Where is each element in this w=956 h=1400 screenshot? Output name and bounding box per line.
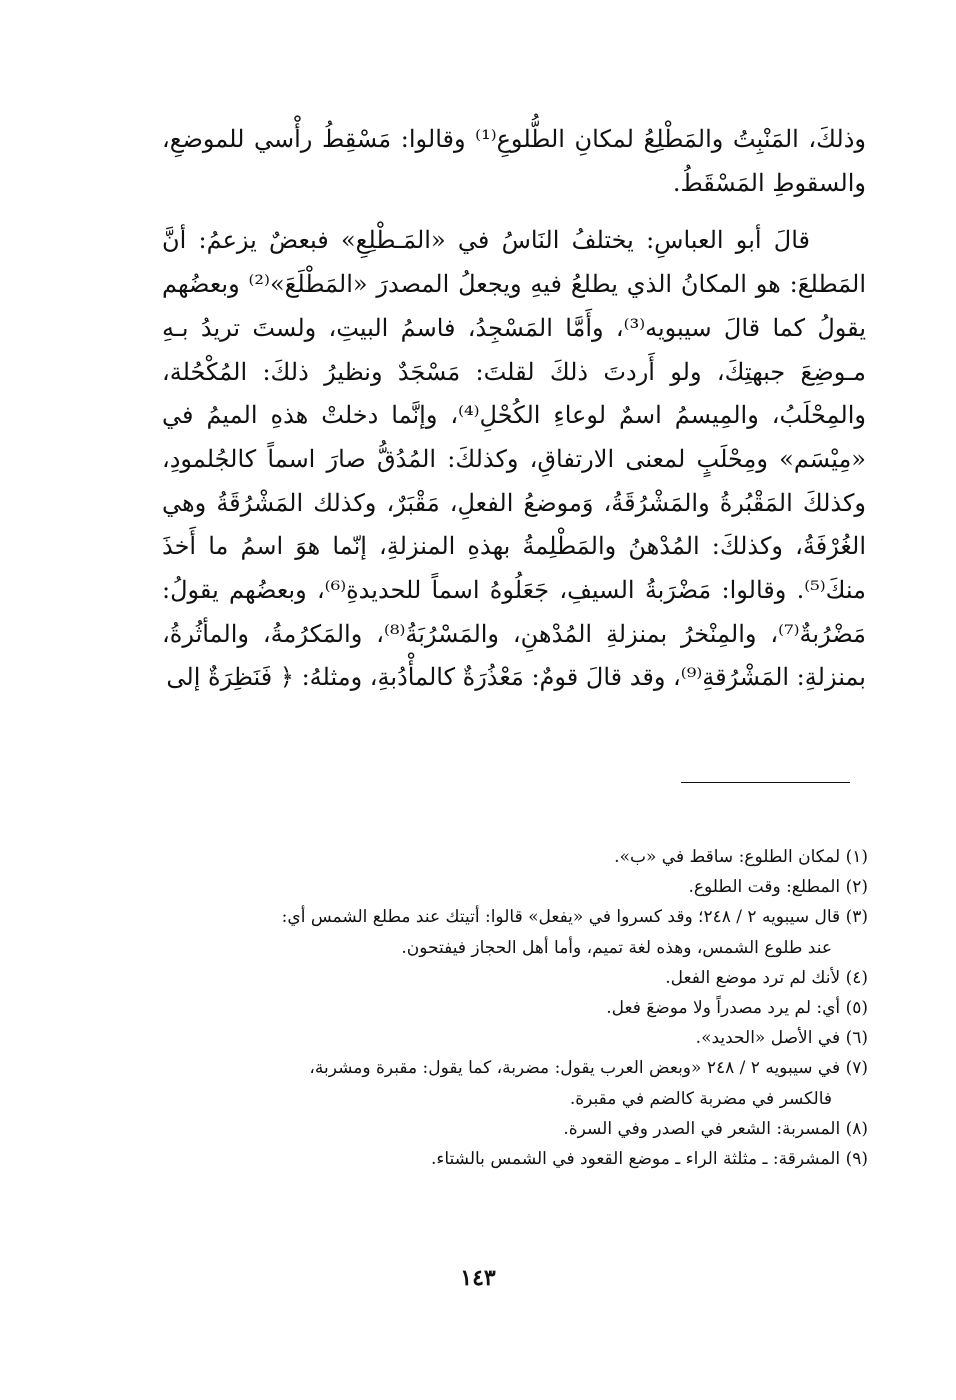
footnote-7 [172,1053,868,1113]
footnote-text: في الأصل «الحديد». [695,1028,841,1049]
footnote-number: (٦) [845,1028,868,1049]
footnote-number: (٨) [845,1118,868,1139]
footnote-5 [172,993,868,1023]
paragraph-1: وذلكَ، المَنْبِتُ والمَطْلِعُ لمكانِ الطُّلوعِ⁽¹⁾ وقالوا: مَسْقِطُ رأْسي للموضعِ، والسقوطِ المَسْقَطُ. [162,125,866,197]
footnote-2 [172,872,868,902]
paragraph-2: قالَ أبو العباسِ: يختلفُ النَاسُ في «المَـطْلِعِ» فبعضٌ يزعمُ: أنَّ المَطلعَ: هو المكانُ الذي يطلعُ فيهِ ويجعلُ المصدرَ «المَطْلَعَ»⁽²⁾ وبعضُهم يقولُ كما قالَ سيبويه⁽³⁾، وأَمَّا المَسْجِدُ، فاسمُ البيتِ، ولستَ تريدُ بـهِ مـوضِعَ جبهتِكَ، ولو أَردتَ ذلكَ لقلتَ: مَسْجَدٌ ونظيرُ ذلكَ: المُكْحُلة، والمِحْلَبُ، والمِيسمُ اسمٌ لوعاءِ الكُحْلِ⁽⁴⁾، وإنَّما دخلتْ هذهِ الميمُ في «مِيْسَم» ومِحْلَبٍ لمعنى الارتفاقِ، وكذلكَ: المُدُقُّ صارَ اسماً كالجُلمودِ، وكذلكَ المَقْبُرةُ والمَشْرُقَةُ، وَموضعُ الفعلِ، مَقْبَرٌ، وكذلك المَشْرُقَةُ وهي الغُرْفَةُ، وكذلكَ: المُدْهنُ والمَطْلِمةُ بهذهِ المنزلةِ، إنّما هوَ اسمُ ما أَخذَ منكَ⁽⁵⁾. وقالوا: مَضْرَبةُ السيفِ، جَعَلُوهُ اسماً للحديدةِ⁽⁶⁾، وبعضُهم يقولُ: مَضْرُبةٌ⁽⁷⁾، والمِنْخرُ بمنزلةِ المُدْهنِ، والمَسْرُبَةُ⁽⁸⁾، والمَكرُمةُ، والمأثُرةُ، بمنزلةِ: المَشْرُقةِ⁽⁹⁾، وقد قالَ قومٌ: مَعْذُرَةٌ كالمأْدُبةِ، ومثلهُ: ﴿ فَنَظِرَةٌ إلى [162,226,867,692]
footnote-separator-rule [681,782,850,783]
footnote-text: قال سيبويه ٢ / ٢٤٨؛ وقد كسروا في «يفعل» قالوا: أتيتك عند مطلع الشمس أي: [281,907,841,928]
footnote-number: (١) [845,847,868,867]
footnote-number: (٩) [845,1149,868,1170]
footnote-continuation: عند طلوع الشمس، وهذه لغة تميم، وأما أهل الحجاز فيفتحون. [401,937,832,958]
footnote-text: أي: لم يرد مصدراً ولا موضعَ فعل. [606,998,841,1019]
footnote-3 [172,902,868,962]
footnote-8 [172,1114,868,1144]
main-text-block [162,118,866,700]
footnote-text: في سيبويه ٢ / ٢٤٨ «وبعض العرب يقول: مضربة، كما يقول: مقبرة ومشربة، [309,1058,841,1079]
footnote-1 [172,842,868,872]
footnote-continuation: فالكسر في مضربة كالضم في مقبرة. [569,1088,832,1109]
footnote-4 [172,963,868,993]
footnote-number: (٥) [845,998,868,1019]
footnote-text: لأنك لم ترد موضع الفعل. [665,967,841,988]
footnote-9 [172,1144,868,1174]
footnote-number: (٣) [845,907,868,928]
page-number: ١٤٣ [460,1265,496,1291]
footnote-6 [172,1023,868,1053]
footnote-number: (٧) [845,1058,868,1079]
footnote-text: المطلع: وقت الطلوع. [688,877,841,898]
footnote-number: (٤) [845,967,868,988]
footnote-number: (٢) [845,877,868,898]
footnote-text: المسربة: الشعر في الصدر وفي السرة. [563,1118,841,1139]
footnotes-block [172,842,868,1174]
footnote-text: المشرقة: ـ مثلثة الراء ـ موضع القعود في الشمس بالشتاء. [430,1149,841,1170]
footnote-text: لمكان الطلوع: ساقط في «ب». [614,847,841,867]
